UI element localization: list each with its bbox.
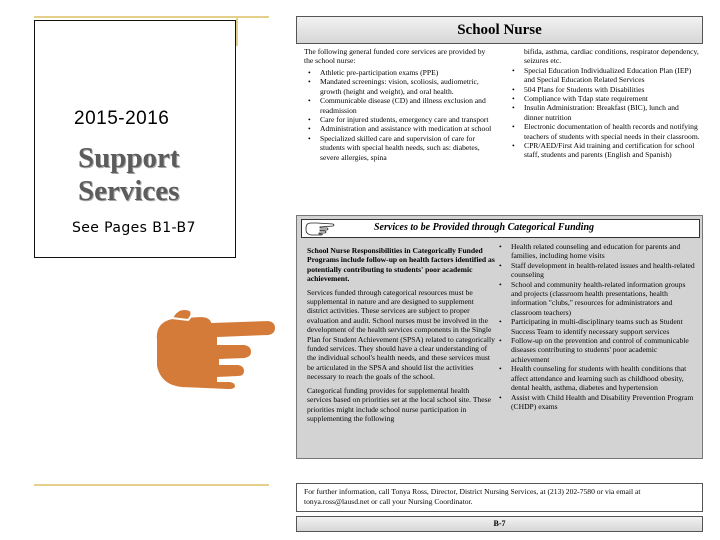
paragraph: Categorical funding provides for supplemental health services based on priorities set at the local school site. These priorities might include school nurse participation in supplementing the following [307, 385, 491, 423]
paragraph: School Nurse Responsibilities in Categorically Funded Programs include follow-up on health factors identified as potentially contributing to students' poor academic achievement. [307, 246, 495, 284]
categorical-description [307, 246, 495, 427]
doc-title: School Nurse [457, 22, 542, 38]
intro-text: The following general funded core services are provided by the school nurse: [304, 47, 486, 66]
list-item: • Communicable disease (CD) and illness exclusion and readmission [304, 96, 498, 115]
contact-text: For further information, call Tonya Ross, Director, District Nursing Services, at (213) 202-7580 or via email at tonya.ross@lausd.net or call your Nursing Coordinator. [304, 487, 641, 506]
page-number-bar [296, 516, 703, 532]
categorical-header [301, 219, 700, 238]
categorical-services-list [495, 242, 695, 411]
list-item: • Electronic documentation of health records and notifying teachers of students with special needs in their classroom. [508, 122, 700, 141]
list-item: • Care for injured students, emergency care and transport [304, 115, 498, 124]
slide-title-line2: Services [78, 175, 180, 207]
slide-title [78, 142, 180, 208]
list-item: • Insulin Administration: Breakfast (BIC), lunch and dinner nutrition [508, 103, 700, 122]
school-year: 2015-2016 [74, 108, 170, 129]
list-item: • Health related counseling and education for parents and families, including home visits [495, 242, 695, 261]
list-item-continued: bifida, asthma, cardiac conditions, respirator dependency, seizures etc. [524, 47, 699, 66]
vertical-rule [236, 16, 238, 46]
list-item: • CPR/AED/First Aid training and certification for school staff, students and parents (English and Spanish) [508, 141, 700, 160]
list-item: • Compliance with Tdap state requirement [508, 94, 700, 103]
pointing-hand-icon [148, 300, 278, 390]
pages-reference: See Pages B1-B7 [72, 220, 196, 236]
slide-title-line1: Support [78, 142, 180, 174]
list-item: • Assist with Child Health and Disability Prevention Program (CHDP) exams [495, 393, 695, 412]
core-services-list-right [508, 47, 700, 160]
list-item: • Participating in multi-disciplinary teams such as Student Success Team to identify necessary support services [495, 317, 695, 336]
list-item: • Administration and assistance with medication at school [304, 124, 498, 133]
list-item: • Staff development in health-related issues and health-related counseling [495, 261, 695, 280]
doc-title-bar [296, 16, 703, 44]
contact-footer [296, 483, 703, 512]
list-item: • Mandated screenings: vision, scoliosis, audiometric, growth (height and weight), and oral health. [304, 77, 498, 96]
list-item: • School and community health-related information groups and projects (classroom health presentations, health information "clubs," resources for administrators and classroom teachers) [495, 280, 695, 318]
list-item: • Specialized skilled care and supervision of care for students with special health needs, such as: diabetes, severe allergies, spina [304, 134, 498, 162]
page-number: B-7 [493, 519, 506, 528]
categorical-title: Services to be Provided through Categorical Funding [374, 222, 595, 233]
paragraph: Services funded through categorical resources must be supplemental in nature and are designed to supplement district activities. These services are subject to proper evaluation and audit. School nurses must be involved in the development of the health services components in the Single Plan for Student Achievement (SPSA) related to categorically funded services. They should have a clear understanding of the individual school's health needs, and these services must be articulated in the SPSA and should list the activities necessary to reach the goals of the school. [307, 287, 495, 382]
list-item: • 504 Plans for Students with Disabilities [508, 85, 700, 94]
list-item: • Health counseling for students with health conditions that affect attendance and learning such as childhood obesity, dental health, asthma, diabetes and hypertension [495, 364, 695, 392]
bottom-rule-left [34, 484, 269, 486]
list-item: • Athletic pre-participation exams (PPE) [304, 68, 498, 77]
list-item: • Special Education Individualized Education Plan (IEP) and Special Education Related Services [508, 66, 700, 85]
list-item: • Follow-up on the prevention and control of communicable diseases contributing to students' poor academic achievement [495, 336, 695, 364]
document-page [296, 16, 704, 536]
categorical-funding-box [296, 215, 703, 459]
pointing-hand-icon [305, 221, 335, 236]
core-services-list-left [304, 68, 498, 162]
top-rule-left [34, 16, 269, 18]
